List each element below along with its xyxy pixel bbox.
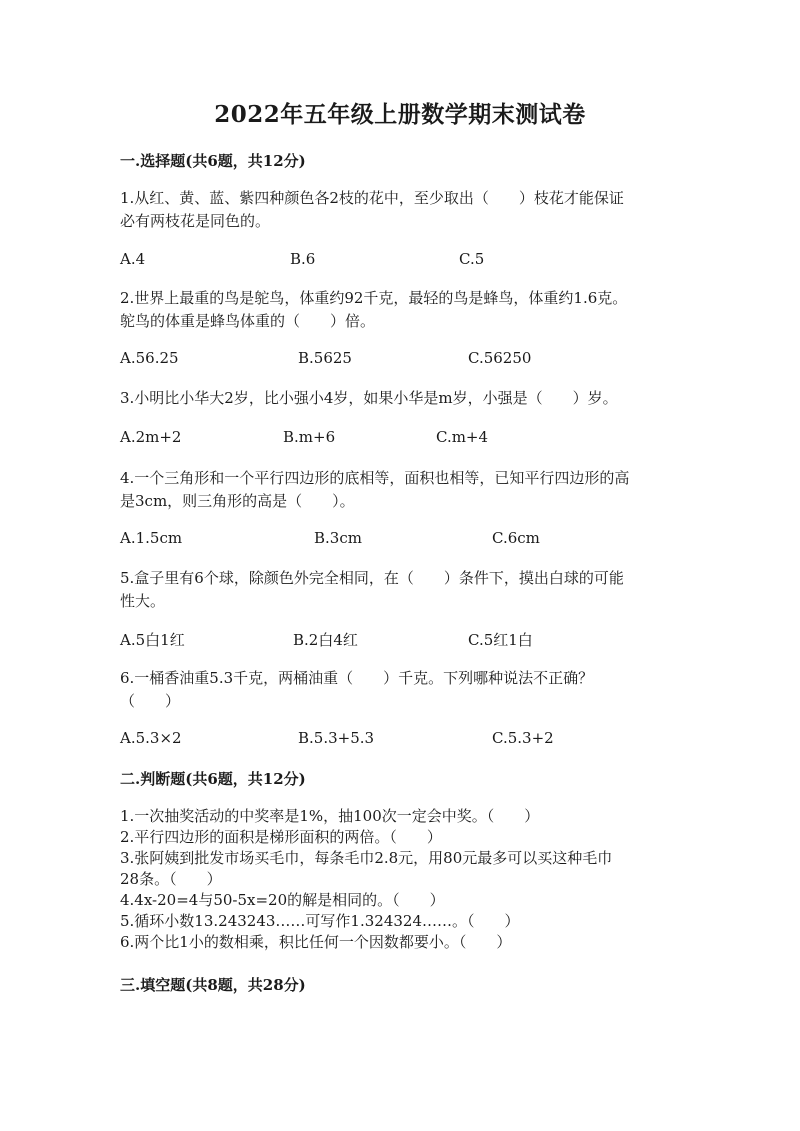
option-a: A.56.25 [120,349,179,367]
judgment-item: 1.一次抽奖活动的中奖率是1%，抽100次一定会中奖。（ ） [120,807,540,825]
question-text-line: 2.世界上最重的鸟是鸵鸟，体重约92千克，最轻的鸟是蜂鸟，体重约1.6克。 [120,289,628,307]
exam-title: 2022年五年级上册数学期末测试卷 [214,101,586,128]
option-b: B.3cm [314,529,362,547]
question-text-line: 1.从红、黄、蓝、紫四种颜色各2枝的花中，至少取出（ ）枝花才能保证 [120,189,624,207]
option-c: C.5 [459,250,485,268]
judgment-item: 4.4x-20=4与50-5x=20的解是相同的。（ ） [120,891,445,909]
option-b: B.6 [290,250,316,268]
option-a: A.5.3×2 [120,729,182,747]
option-a: A.1.5cm [120,529,183,547]
judgment-item: 5.循环小数13.243243……可写作1.324324……。（ ） [120,912,520,930]
question-5 [120,567,685,613]
option-a: A.2m+2 [120,428,182,446]
judgment-item: 6.两个比1小的数相乘，积比任何一个因数都要小。（ ） [120,933,512,951]
question-3 [120,387,685,410]
option-b: B.2白4红 [293,631,358,649]
option-c: C.56250 [468,349,532,367]
section-heading-fill-in: 三.填空题(共8题，共28分) [120,976,306,994]
option-b: B.m+6 [283,428,336,446]
option-c: C.5.3+2 [492,729,554,747]
question-4 [120,467,685,513]
question-1 [120,187,685,233]
option-b: B.5.3+5.3 [298,729,375,747]
question-text-line: 6.一桶香油重5.3千克，两桶油重（ ）千克。下列哪种说法不正确？ [120,669,594,687]
question-text-line: 5.盒子里有6个球，除颜色外完全相同，在（ ）条件下，摸出白球的可能 [120,569,624,587]
judgment-item: 3.张阿姨到批发市场买毛巾，每条毛巾2.8元，用80元最多可以买这种毛巾 [120,849,613,867]
question-text-line: 3.小明比小华大2岁，比小强小4岁，如果小华是m岁，小强是（ ）岁。 [120,389,618,407]
judgment-item-continuation: 28条。（ ） [120,870,222,888]
option-a: A.4 [120,250,146,268]
question-6 [120,667,685,713]
judgment-item: 2.平行四边形的面积是梯形面积的两倍。（ ） [120,828,442,846]
question-text-line: 必有两枝花是同色的。 [120,212,271,230]
question-2 [120,287,685,333]
section-heading-true-false: 二.判断题(共6题，共12分) [120,770,306,788]
section-heading-multiple-choice: 一.选择题(共6题，共12分) [120,152,306,170]
question-text-line: 是3cm，则三角形的高是（ ）。 [120,492,355,510]
option-b: B.5625 [298,349,352,367]
option-c: C.6cm [492,529,540,547]
question-text-line: 4.一个三角形和一个平行四边形的底相等，面积也相等，已知平行四边形的高 [120,469,630,487]
question-text-line: 性大。 [120,592,166,610]
option-c: C.5红1白 [468,631,533,649]
option-c: C.m+4 [436,428,489,446]
question-text-line: （ ） [120,692,181,710]
question-text-line: 鸵鸟的体重是蜂鸟体重的（ ）倍。 [120,312,376,330]
option-a: A.5白1红 [120,631,185,649]
